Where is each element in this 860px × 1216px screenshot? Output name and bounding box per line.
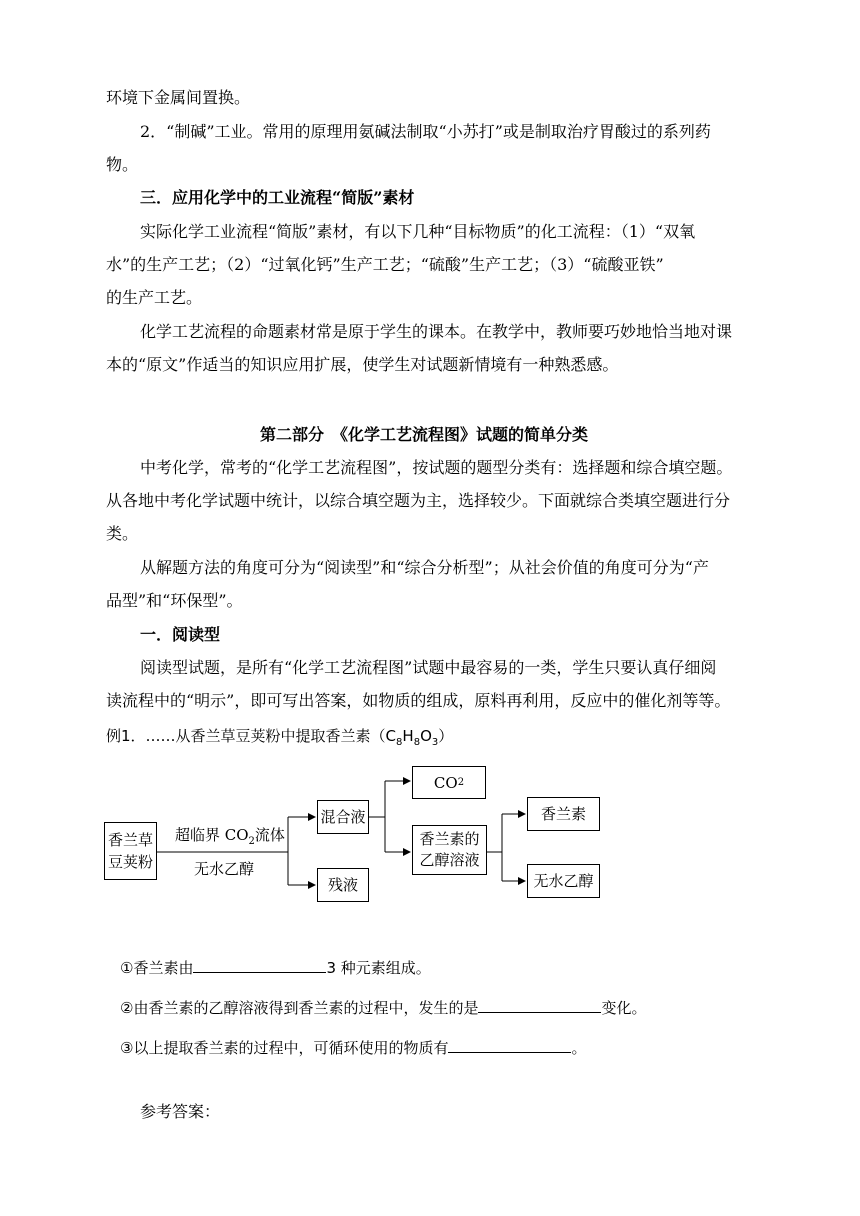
top-arrow-label xyxy=(175,826,285,851)
paragraph-line: 品型”和“环保型”。 xyxy=(106,591,243,610)
question-2 xyxy=(120,995,646,1018)
paragraph-line: 的生产工艺。 xyxy=(106,288,203,307)
box-label: 香兰草 xyxy=(107,831,153,849)
paragraph-line: 读流程中的“明示”，即可写出答案，如物质的组成，原料再利用，反应中的催化剂等等。 xyxy=(106,691,731,710)
solution-box xyxy=(412,825,487,875)
paragraph-line: 中考化学，常考的“化学工艺流程图”，按试题的题型分类有：选择题和综合填空题。 xyxy=(140,458,733,477)
subscript: 2 xyxy=(248,836,255,847)
paragraph-line: 从解题方法的角度可分为“阅读型”和“综合分析型”；从社会价值的角度可分为“产 xyxy=(140,558,709,577)
paragraph-line: 类。 xyxy=(106,524,139,543)
paragraph-line: 实际化学工业流程“简版”素材，有以下几种“目标物质”的化工流程：（1）“双氧 xyxy=(140,222,696,241)
question-text: 3 种元素组成。 xyxy=(326,959,431,977)
subscript: 2 xyxy=(457,776,465,788)
part-heading: 第二部分 《化学工艺流程图》试题的简单分类 xyxy=(260,425,589,444)
co2-box xyxy=(412,766,486,799)
example-text: 例1．……从香兰草豆荚粉中提取香兰素（C xyxy=(106,727,397,745)
box-label: 香兰素的 xyxy=(419,830,480,848)
question-text: ③以上提取香兰素的过程中，可循环使用的物质有 xyxy=(120,1039,449,1057)
subscript: 8 xyxy=(396,737,403,748)
question-text: ②由香兰素的乙醇溶液得到香兰素的过程中，发生的是 xyxy=(120,999,479,1017)
question-text: 。 xyxy=(571,1039,587,1057)
answer-blank[interactable] xyxy=(448,1035,571,1053)
residue-box: 残液 xyxy=(317,868,369,902)
box-label: 豆荚粉 xyxy=(107,853,153,871)
example-text: ） xyxy=(438,727,454,745)
answer-blank[interactable] xyxy=(478,995,601,1013)
section-heading: 一．阅读型 xyxy=(140,625,221,644)
example-text: O xyxy=(420,727,432,745)
label-text: 超临界 CO xyxy=(175,826,249,844)
question-1 xyxy=(120,955,431,978)
bottom-arrow-label: 无水乙醇 xyxy=(194,860,255,878)
paragraph-line: 阅读型试题，是所有“化学工艺流程图”试题中最容易的一类，学生只要认真仔细阅 xyxy=(140,658,717,677)
paragraph-line: 2．“制碱”工业。常用的原理用氨碱法制取“小苏打”或是制取治疗胃酸过的系列药 xyxy=(140,122,711,141)
mix-box: 混合液 xyxy=(317,800,369,834)
answer-blank[interactable] xyxy=(193,955,326,973)
subscript: 8 xyxy=(413,737,421,748)
source-box xyxy=(104,822,157,880)
vanillin-box: 香兰素 xyxy=(527,797,600,831)
paragraph-line: 水”的生产工艺；（2）“过氧化钙”生产工艺；“硫酸”生产工艺；（3）“硫酸亚铁” xyxy=(106,255,664,274)
subscript: 3 xyxy=(431,737,439,748)
question-3 xyxy=(120,1035,586,1058)
answer-heading: 参考答案： xyxy=(140,1102,221,1121)
paragraph-line: 从各地中考化学试题中统计，以综合填空题为主，选择较少。下面就综合类填空题进行分 xyxy=(106,491,731,510)
paragraph-line: 环境下金属间置换。 xyxy=(106,88,251,107)
question-text: ①香兰素由 xyxy=(120,959,194,977)
label-text: 流体 xyxy=(254,826,285,844)
paragraph-line: 物。 xyxy=(106,155,139,174)
paragraph-line: 化学工艺流程的命题素材常是原于学生的课本。在教学中，教师要巧妙地恰当地对课 xyxy=(140,322,733,341)
box-label: CO xyxy=(433,773,458,792)
box-label: 乙醇溶液 xyxy=(419,851,480,869)
paragraph-line: 本的“原文”作适当的知识应用扩展，使学生对试题新情境有一种熟悉感。 xyxy=(106,355,619,374)
example-text: H xyxy=(402,727,414,745)
section-heading: 三．应用化学中的工业流程“简版”素材 xyxy=(140,188,415,207)
question-text: 变化。 xyxy=(601,999,647,1017)
ethanol-box: 无水乙醇 xyxy=(527,864,600,898)
